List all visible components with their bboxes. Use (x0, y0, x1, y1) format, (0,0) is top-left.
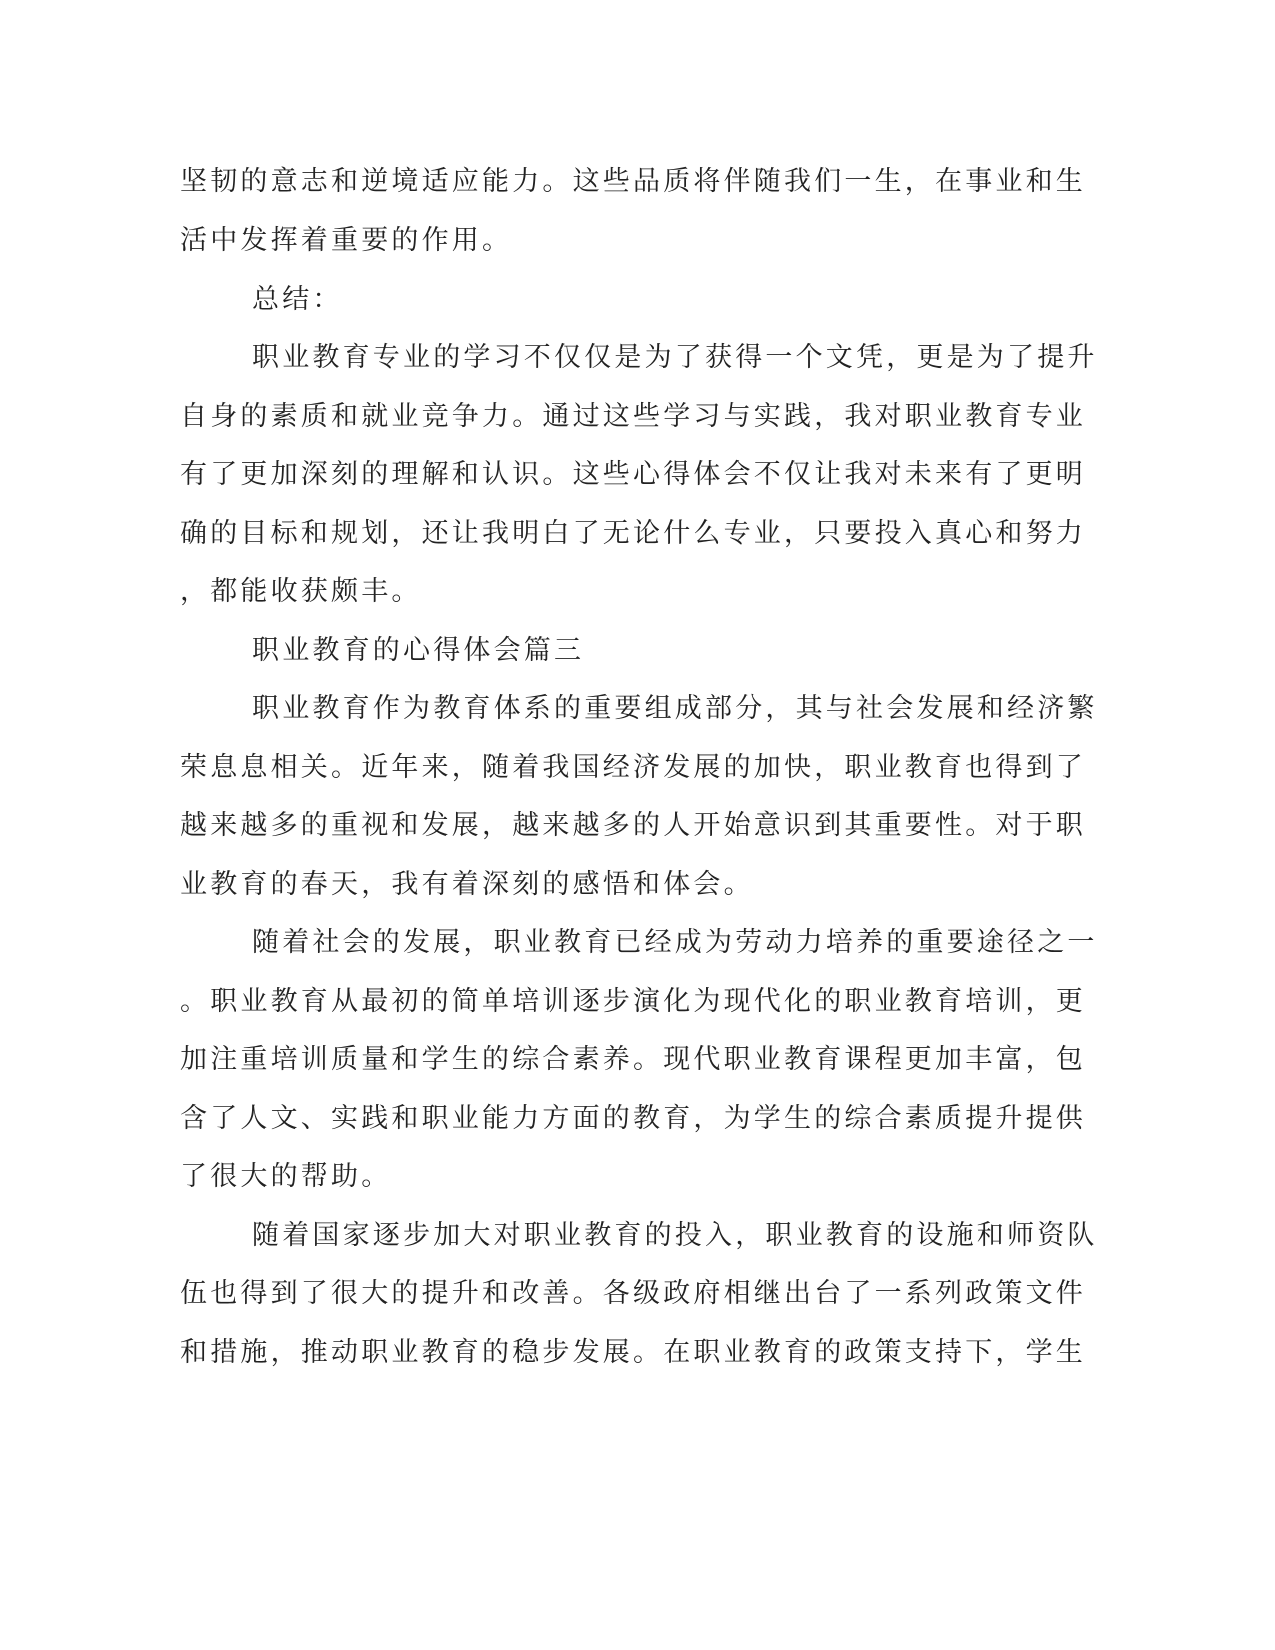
text-line: 伍也得到了很大的提升和改善。各级政府相继出台了一系列政策文件 (180, 1278, 1086, 1309)
text-line: 随着国家逐步加大对职业教育的投入，职业教育的设施和师资队 (252, 1220, 1098, 1251)
text-line: ，都能收获颇丰。 (180, 576, 422, 607)
text-line: 业教育的春天，我有着深刻的感悟和体会。 (180, 869, 754, 900)
text-line: 有了更加深刻的理解和认识。这些心得体会不仅让我对未来有了更明 (180, 459, 1086, 490)
text-line: 随着社会的发展，职业教育已经成为劳动力培养的重要途径之一 (252, 927, 1098, 958)
text-line: 确的目标和规划，还让我明白了无论什么专业，只要投入真心和努力 (180, 518, 1086, 549)
text-line: 了很大的帮助。 (180, 1161, 392, 1192)
text-line: 自身的素质和就业竞争力。通过这些学习与实践，我对职业教育专业 (180, 401, 1086, 432)
section-heading-part-three: 职业教育的心得体会篇三 (252, 635, 585, 666)
text-line: 坚韧的意志和逆境适应能力。这些品质将伴随我们一生，在事业和生 (180, 166, 1086, 197)
text-line: 含了人文、实践和职业能力方面的教育，为学生的综合素质提升提供 (180, 1103, 1086, 1134)
text-line: 越来越多的重视和发展，越来越多的人开始意识到其重要性。对于职 (180, 810, 1086, 841)
text-line: 和措施，推动职业教育的稳步发展。在职业教育的政策支持下，学生 (180, 1337, 1086, 1368)
section-heading-summary: 总结： (252, 284, 343, 315)
text-line: 加注重培训质量和学生的综合素养。现代职业教育课程更加丰富，包 (180, 1044, 1086, 1075)
text-line: 活中发挥着重要的作用。 (180, 225, 513, 256)
text-line: 职业教育专业的学习不仅仅是为了获得一个文凭，更是为了提升 (252, 342, 1098, 373)
text-line: 职业教育作为教育体系的重要组成部分，其与社会发展和经济繁 (252, 693, 1098, 724)
text-line: 荣息息相关。近年来，随着我国经济发展的加快，职业教育也得到了 (180, 752, 1086, 783)
text-line: 。职业教育从最初的简单培训逐步演化为现代化的职业教育培训，更 (180, 986, 1086, 1017)
